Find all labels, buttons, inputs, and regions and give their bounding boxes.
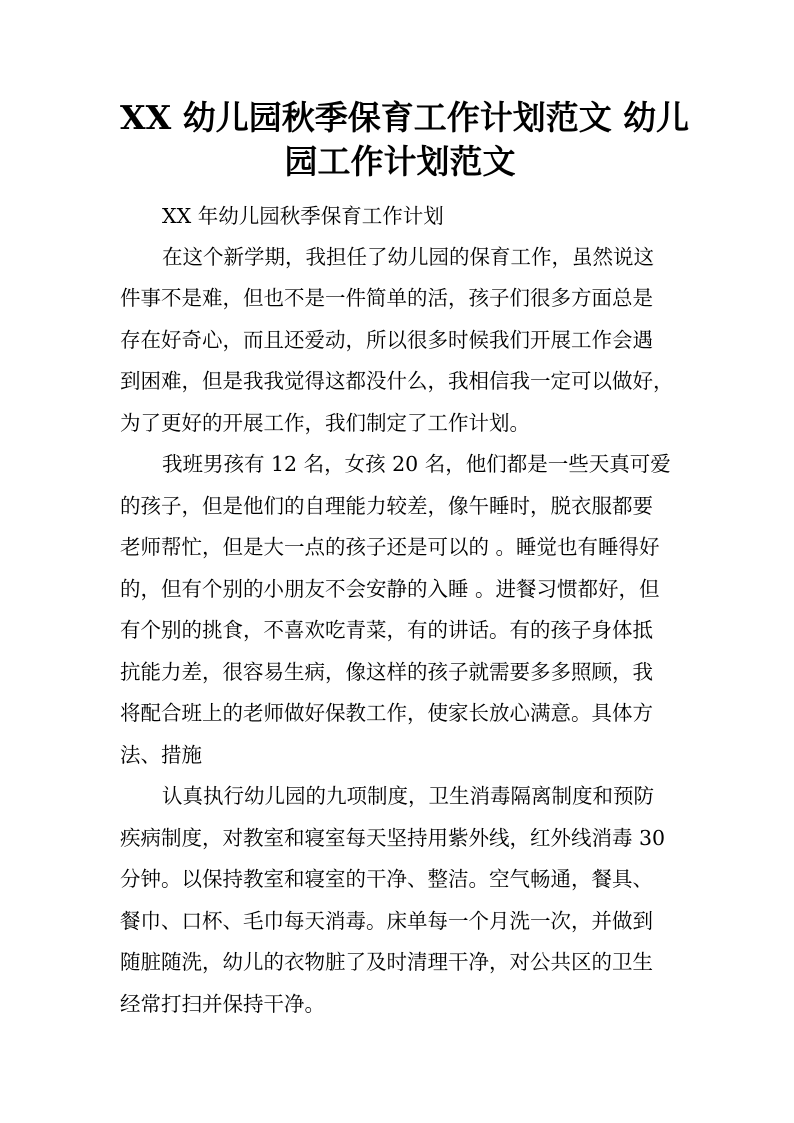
document-title-line-1: XX 幼儿园秋季保育工作计划范文 幼儿 — [120, 98, 690, 137]
paragraph-2-line-8: 法、措施 — [120, 743, 202, 767]
paragraph-3-line-6: 经常打扫并保持干净。 — [120, 992, 325, 1016]
paragraph-3-line-3: 分钟。以保持教室和寝室的干净、整洁。空气畅通，餐具、 — [120, 867, 653, 891]
paragraph-3-line-5: 随脏随洗，幼儿的衣物脏了及时清理干净，对公共区的卫生 — [120, 950, 653, 974]
paragraph-1-line-4: 到困难，但是我我觉得这都没什么，我相信我一定可以做好， — [120, 369, 674, 393]
paragraph-2-line-1: 我班男孩有 12 名，女孩 20 名，他们都是一些天真可爱 — [162, 452, 671, 476]
paragraph-2-line-5: 有个别的挑食，不喜欢吃青菜，有的讲话。有的孩子身体抵 — [120, 618, 653, 642]
paragraph-3-line-4: 餐巾、口杯、毛巾每天消毒。床单每一个月洗一次，并做到 — [120, 909, 653, 933]
paragraph-1-line-5: 为了更好的开展工作，我们制定了工作计划。 — [120, 411, 530, 435]
paragraph-3-line-1: 认真执行幼儿园的九项制度，卫生消毒隔离制度和预防 — [162, 784, 654, 808]
paragraph-2-line-6: 抗能力差，很容易生病，像这样的孩子就需要多多照顾，我 — [120, 660, 653, 684]
paragraph-2-line-3: 老师帮忙，但是大一点的孩子还是可以的 。睡觉也有睡得好 — [120, 535, 660, 559]
document-subtitle: XX 年幼儿园秋季保育工作计划 — [162, 204, 444, 228]
paragraph-3-line-2: 疾病制度，对教室和寝室每天坚持用紫外线，红外线消毒 30 — [120, 826, 666, 850]
document-title-line-2: 园工作计划范文 — [284, 142, 516, 181]
paragraph-1-line-2: 件事不是难，但也不是一件简单的活，孩子们很多方面总是 — [120, 286, 653, 310]
paragraph-1-line-1: 在这个新学期，我担任了幼儿园的保育工作，虽然说这 — [162, 245, 654, 269]
paragraph-2-line-7: 将配合班上的老师做好保教工作，使家长放心满意。具体方 — [120, 701, 653, 725]
paragraph-2-line-4: 的，但有个别的小朋友不会安静的入睡 。进餐习惯都好，但 — [120, 577, 660, 601]
paragraph-2-line-2: 的孩子，但是他们的自理能力较差，像午睡时，脱衣服都要 — [120, 494, 653, 518]
paragraph-1-line-3: 存在好奇心，而且还爱动，所以很多时候我们开展工作会遇 — [120, 328, 653, 352]
